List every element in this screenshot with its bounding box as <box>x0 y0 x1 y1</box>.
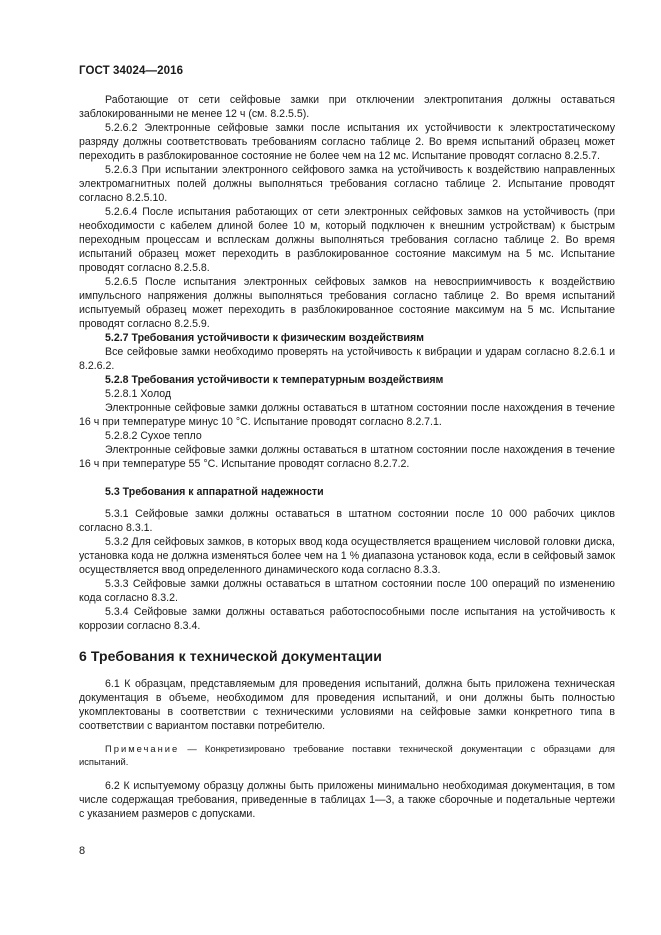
paragraph-5-2-6-5: 5.2.6.5 После испытания электронных сейфовых замков на невосприимчивость к воздействию импульсного напряжения должны выполняться требования согласно таблице 2. Во время испытаний испытуемый образец может переходить в разблокированное состояние максимум на 5 мс. Испытание проводят согласно 8.2.5.9. <box>79 276 615 330</box>
paragraph-6-2: 6.2 К испытуемому образцу должны быть приложены минимально необходимая документация, в том числе содержащая требования, приведенные в таблицах 1—3, а также сборочные и подетальные чертежи с указанием размеров с допусками. <box>79 780 615 820</box>
paragraph-5-2-6-4: 5.2.6.4 После испытания работающих от сети электронных сейфовых замков на устойчивость (при необходимости с кабелем длиной более 10 м, который подключен к внешним устройствам) к быстрым переходным процессам и всплескам должны выполняться требования согласно таблице 2. Во время испытаний образец может переходить в разблокированное состояние максимум на 5 мс. Испытание проводят согласно 8.2.5.8. <box>79 206 615 274</box>
paragraph-cold: Электронные сейфовые замки должны оставаться в штатном состоянии после нахождения в течение 16 ч при температуре минус 10 °С. Испытание проводят согласно 8.2.7.1. <box>79 402 615 428</box>
heading-5-3: 5.3 Требования к аппаратной надежности <box>105 486 324 498</box>
paragraph-vibration: Все сейфовые замки необходимо проверять на устойчивость к вибрации и ударам согласно 8.2.6.1 и 8.2.6.2. <box>79 346 615 372</box>
page-number: 8 <box>79 845 86 857</box>
paragraph-power-off: Работающие от сети сейфовые замки при отключении электропитания должны оставаться заблокированными не менее 12 ч (см. 8.2.5.5). <box>79 94 615 120</box>
paragraph-5-2-6-3: 5.2.6.3 При испытании электронного сейфового замка на устойчивость к воздействию направленных электромагнитных полей должны выполняться требования согласно таблице 2. Испытание проводят согласно 8.2.5.10. <box>79 164 615 204</box>
standard-header: ГОСТ 34024—2016 <box>79 65 184 77</box>
paragraph-5-3-1: 5.3.1 Сейфовые замки должны оставаться в штатном состоянии после 10 000 рабочих циклов согласно 8.3.1. <box>79 508 615 534</box>
paragraph-5-3-3: 5.3.3 Сейфовые замки должны оставаться в штатном состоянии после 100 операций по изменению кода согласно 8.3.2. <box>79 578 615 604</box>
paragraph-5-3-4: 5.3.4 Сейфовые замки должны оставаться работоспособными после испытания на устойчивость к коррозии согласно 8.3.4. <box>79 606 615 632</box>
paragraph-dry-heat: Электронные сейфовые замки должны оставаться в штатном состоянии после нахождения в течение 16 ч при температуре 55 °С. Испытание проводят согласно 8.2.7.2. <box>79 444 615 470</box>
note-label: Примечание <box>105 743 180 754</box>
note-text: — Конкретизировано требование поставки технической документации с образцами для испытаний. <box>79 743 615 767</box>
paragraph-5-2-8-1: 5.2.8.1 Холод <box>105 388 172 400</box>
note <box>79 742 615 768</box>
section-6-title: 6 Требования к технической документации <box>79 648 382 664</box>
paragraph-6-1: 6.1 К образцам, представляемым для проведения испытаний, должна быть приложена техническая документация в объеме, необходимом для проведения испытаний, и они должны быть полностью укомплектованы в соответствии с техническими условиями на сейфовые замки конкретного типа в соответствии с вариантом поставки потребителю. <box>79 678 615 732</box>
paragraph-5-2-6-2: 5.2.6.2 Электронные сейфовые замки после испытания их устойчивости к электростатическому разряду должны соответствовать требованиям согласно таблице 2. Во время испытаний образец может переходить в разблокированное состояние не более чем на 12 мс. Испытание проводят согласно 8.2.5.7. <box>79 122 615 162</box>
heading-5-2-8: 5.2.8 Требования устойчивости к температурным воздействиям <box>105 374 444 386</box>
paragraph-5-3-2: 5.3.2 Для сейфовых замков, в которых ввод кода осуществляется вращением числовой головки диска, установка кода не должна изменяться более чем на 1 % диапазона установок кода, если в сейфовый замок осуществляется ввод определенного динамического кода согласно 8.3.3. <box>79 536 615 576</box>
section-6-title-wrap <box>79 647 615 665</box>
document-body <box>79 93 615 821</box>
paragraph-5-2-8-2: 5.2.8.2 Сухое тепло <box>105 430 202 442</box>
heading-5-2-7: 5.2.7 Требования устойчивости к физическим воздействиям <box>105 332 424 344</box>
